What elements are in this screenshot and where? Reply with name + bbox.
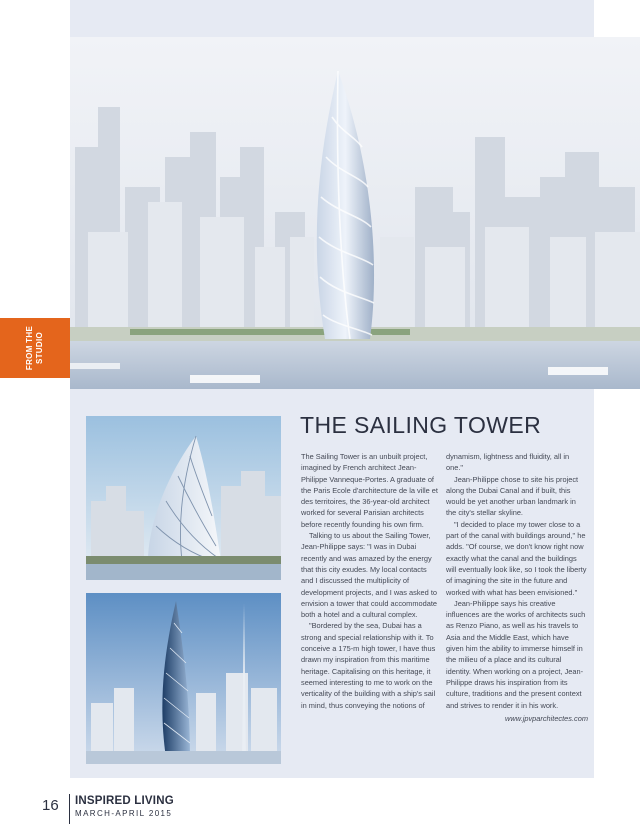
- section-tab: [0, 318, 70, 378]
- paragraph: Talking to us about the Sailing Tower, Jean-Philippe says: "I was in Dubai recently and was amazed by the energy that this city exudes. My local contacts and I discussed the multiplicity of development projects, and I was asked to envision a tower that could accommodate both a hotel and a cultural complex.: [301, 531, 437, 620]
- website-link[interactable]: www.jpvparchitectes.com: [505, 713, 588, 723]
- article-title: THE SAILING TOWER: [300, 412, 542, 438]
- paragraph: "I decided to place my tower close to a part of the canal with buildings around," he adds. "Of course, we don't know right now exactly what the canal and the buildings will eventually look like, so I took the liberty of imagining the site in the future and worked with what has been envisioned.": [446, 519, 587, 597]
- issue-date: MARCH-APRIL 2015: [75, 809, 173, 818]
- paragraph: dynamism, lightness and fluidity, all in one.": [446, 452, 570, 473]
- page-number: 16: [42, 797, 59, 814]
- paragraph: The Sailing Tower is an unbuilt project, imagined by French architect Jean-Philippe Vanneque-Portes. A graduate of the Paris Ecole d'architecture de la ville et des territoires, the 36-year-old architect worked for several Parisian architects before recently founding his own firm.: [301, 452, 438, 529]
- footer-divider: [69, 794, 70, 824]
- publication-name: INSPIRED LIVING: [75, 795, 174, 807]
- article-column-2: [446, 451, 588, 724]
- section-label-line1: FROM THE: [25, 325, 34, 371]
- paragraph: "Bordered by the sea, Dubai has a strong and special relationship with it. To conceive a 175-m high tower, I have thus drawn my inspiration from this maritime heritage. Capitalising on this heritage, it seemed interesting to me to work on the verticality of the building with a ship's sail in mind, thus conveying the notions of: [301, 621, 436, 710]
- photo-tower-dusk: [86, 593, 281, 764]
- section-label: [25, 318, 45, 378]
- paragraph: Jean-Philippe says his creative influences are the works of architects such as Renzo Piano, as well as his travels to Asia and the Middle East, which have given him the ability to immerse himself in the milieu of a place and its cultural identity. When working on a project, Jean-Philippe draws his inspiration from its culture, traditions and the present context and strives to render it in his work.: [446, 598, 586, 710]
- section-label-line2: STUDIO: [35, 331, 44, 365]
- paragraph: Jean-Philippe chose to site his project along the Dubai Canal and if built, this would be yet another urban landmark in the city's stellar skyline.: [446, 474, 579, 518]
- hero-image-tower-skyline: [70, 37, 640, 389]
- article-column-1: [301, 451, 441, 711]
- page-footer: [0, 794, 640, 834]
- photo-tower-waterfront: [86, 416, 281, 580]
